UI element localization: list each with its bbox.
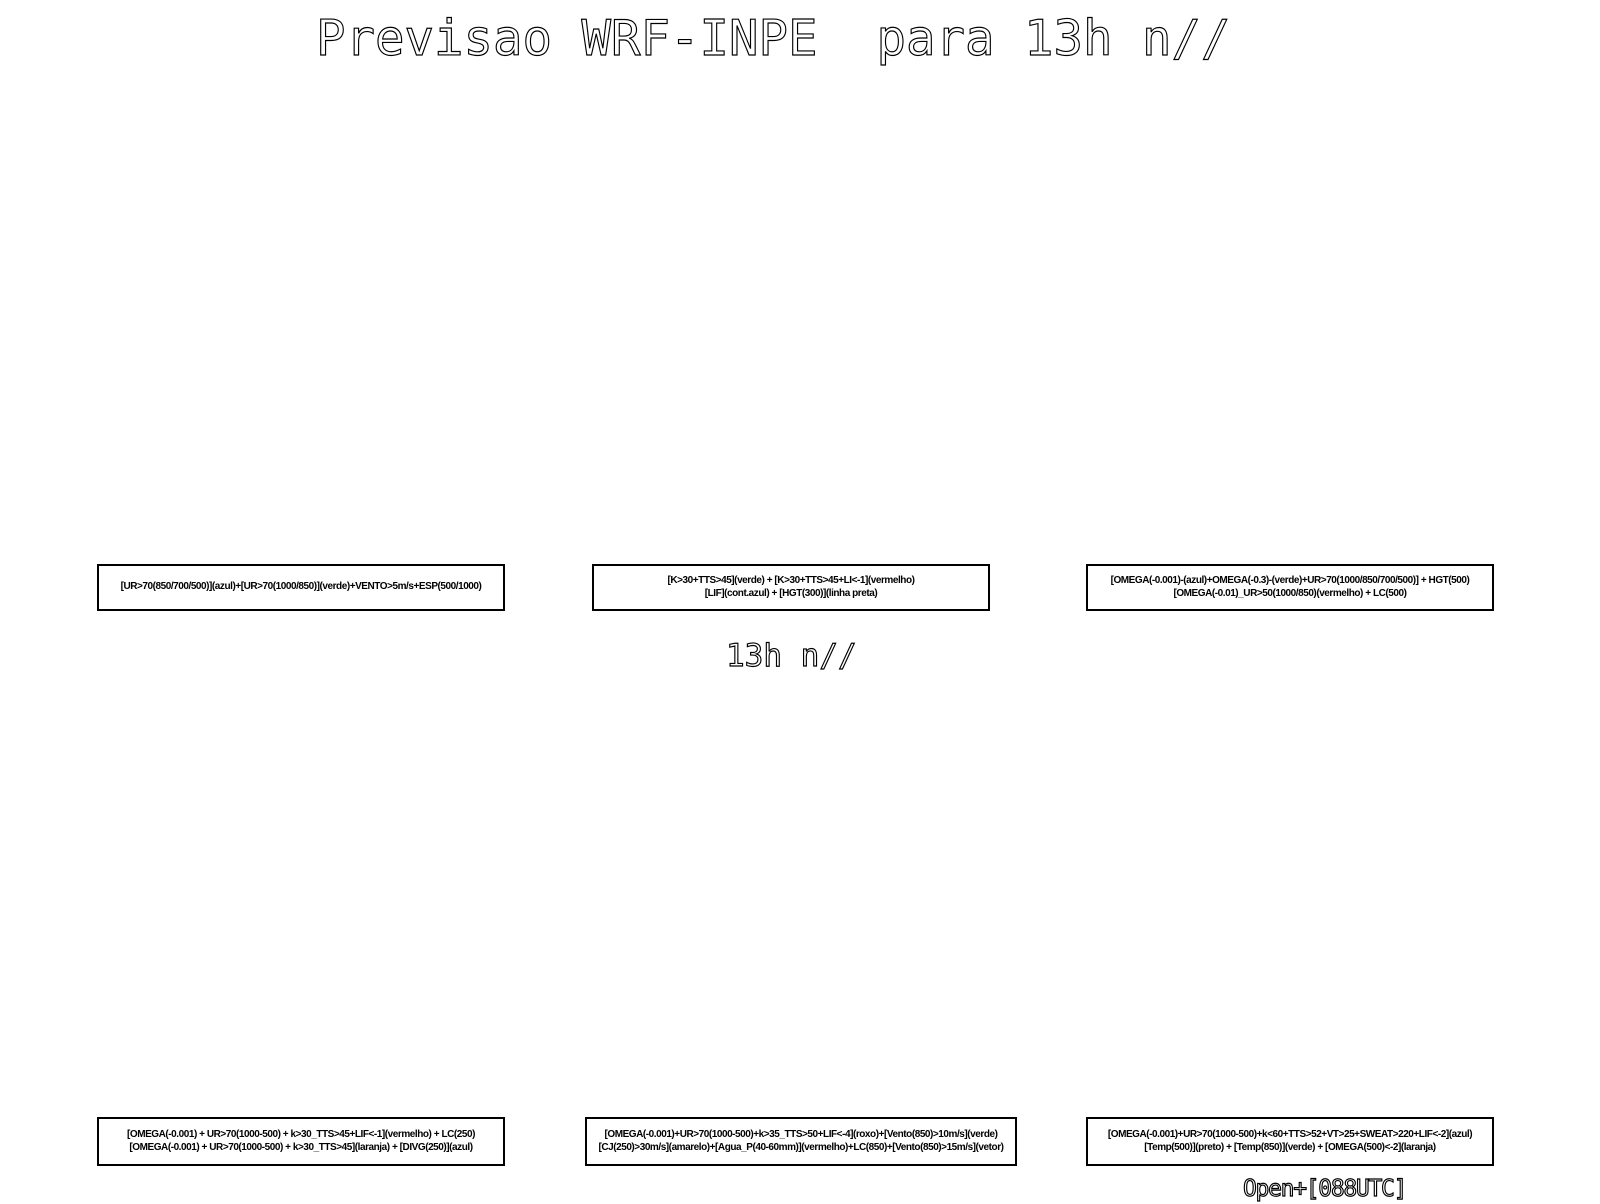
legend-box-top-center xyxy=(592,564,990,611)
legend-box-top-right xyxy=(1086,564,1494,611)
legend-text-line: [OMEGA(-0.001) + UR>70(1000-500) + k>30_TTS>45+LIF<-1](vermelho) + LC(250) xyxy=(127,1129,475,1140)
legend-text-line: [OMEGA(-0.001)-(azul)+OMEGA(-0.3)-(verde)+UR>70(1000/850/700/500)] + HGT(500) xyxy=(1110,575,1470,586)
footer-timestamp-label: Open+[088UTC] xyxy=(1243,1176,1407,1202)
legend-box-bottom-right xyxy=(1086,1117,1494,1166)
forecast-hour-label: 13h n// xyxy=(726,638,857,674)
legend-text-line: [K>30+TTS>45](verde) + [K>30+TTS>45+LI<-1](vermelho) xyxy=(667,575,915,586)
legend-text-line: [OMEGA(-0.001) + UR>70(1000-500) + k>30_TTS>45](laranja) + [DIVG(250)](azul) xyxy=(129,1141,473,1153)
legend-box-top-left xyxy=(97,564,505,611)
legend-text-line: [Temp(500)](preto) + [Temp(850)](verde) + [OMEGA(500)<-2](laranja) xyxy=(1144,1141,1436,1153)
legend-text-line: [OMEGA(-0.001)+UR>70(1000-500)+k>35_TTS>50+LIF<-4](roxo)+[Vento(850)>10m/s](verde) xyxy=(604,1129,998,1140)
legend-text-line: [LIF](cont.azul) + [HGT(300)](linha preta) xyxy=(704,587,878,599)
legend-text-line: [OMEGA(-0.001)+UR>70(1000-500)+k<60+TTS>52+VT>25+SWEAT>220+LIF<-2](azul) xyxy=(1107,1129,1473,1140)
legend-text-line: [OMEGA(-0.01)_UR>50(1000/850)(vermelho) + LC(500) xyxy=(1173,587,1407,599)
page-title: Previsao WRF-INPE para 13h n// xyxy=(316,10,1231,67)
legend-text-line: [CJ(250)>30m/s](amarelo)+[Agua_P(40-60mm)](vermelho)+LC(850)+[Vento(850)>15m/s](vetor) xyxy=(598,1141,1004,1153)
legend-box-bottom-left xyxy=(97,1117,505,1166)
legend-box-bottom-center xyxy=(585,1117,1017,1166)
legend-text-line: [UR>70(850/700/500)](azul)+[UR>70(1000/850)](verde)+VENTO>5m/s+ESP(500/1000) xyxy=(120,581,482,593)
